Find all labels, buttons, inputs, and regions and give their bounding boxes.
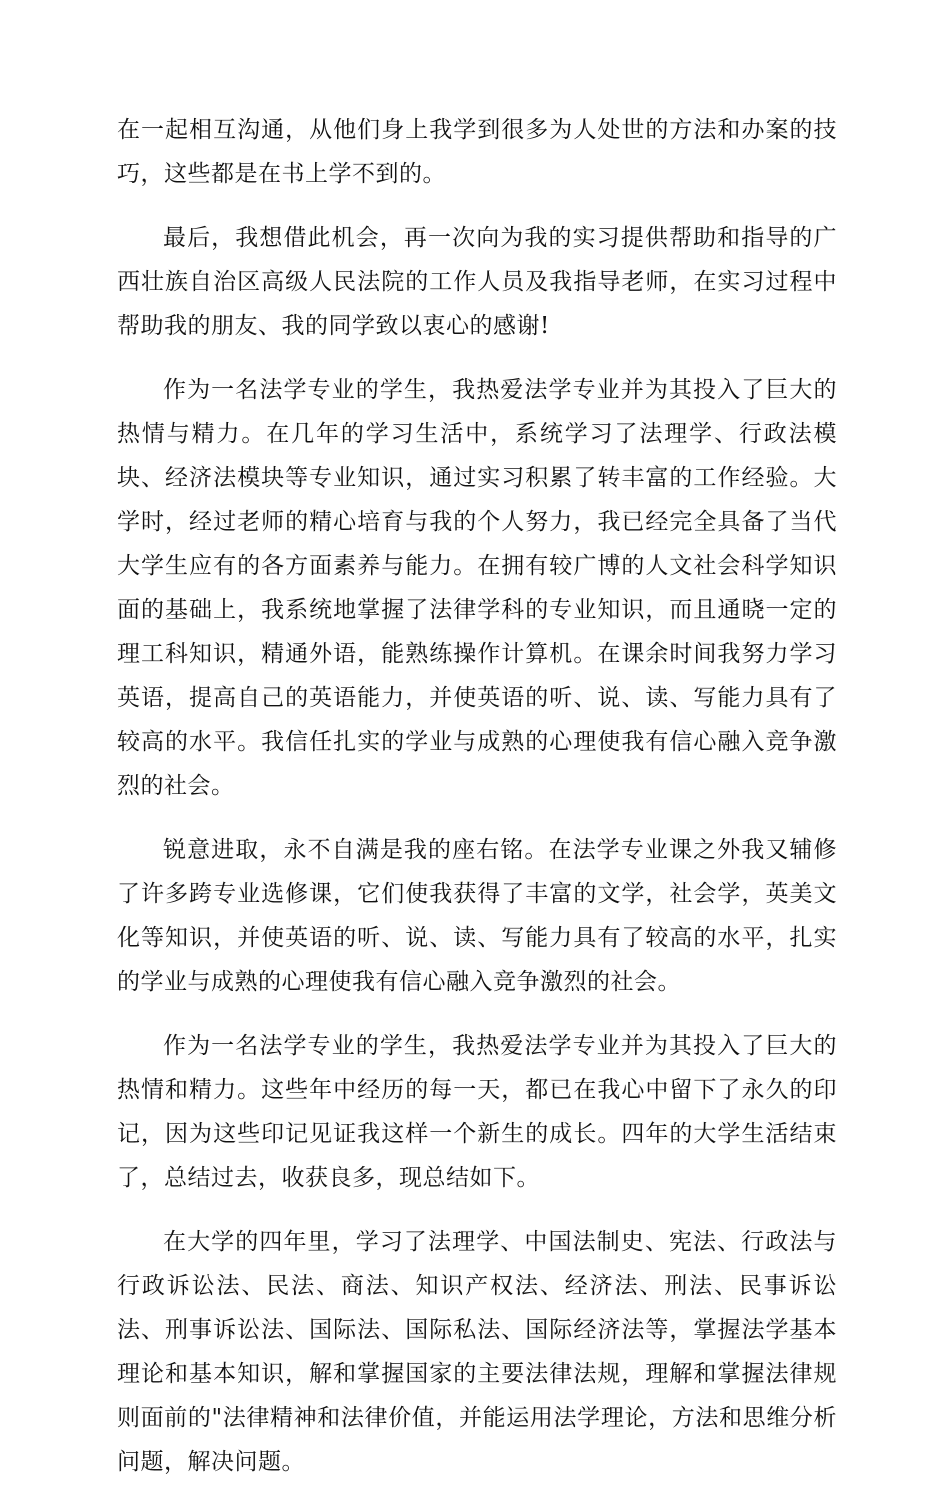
paragraph-6: 在大学的四年里，学习了法理学、中国法制史、宪法、行政法与行政诉讼法、民法、商法、知识产权法、经济法、刑法、民事诉讼法、刑事诉讼法、国际法、国际私法、国际经济法等，掌握法学基本理论和基本知识，解和掌握国家的主要法律法规，理解和掌握法律规则面前的"法律精神和法律价值，并能运用法学理论，方法和思维分析问题，解决问题。 bbox=[117, 1229, 837, 1475]
paragraph-3: 作为一名法学专业的学生，我热爱法学专业并为其投入了巨大的热情与精力。在几年的学习生活中，系统学习了法理学、行政法模块、经济法模块等专业知识，通过实习积累了转丰富的工作经验。大学时，经过老师的精心培育与我的个人努力，我已经完全具备了当代大学生应有的各方面素养与能力。在拥有较广博的人文社会科学知识面的基础上，我系统地掌握了法律学科的专业知识，而且通晓一定的理工科知识，精通外语，能熟练操作计算机。在课余时间我努力学习英语，提高自己的英语能力，并使英语的听、说、读、写能力具有了较高的水平。我信任扎实的学业与成熟的心理使我有信心融入竞争激烈的社会。 bbox=[117, 377, 837, 799]
paragraph-1: 在一起相互沟通，从他们身上我学到很多为人处世的方法和办案的技巧，这些都是在书上学不到的。 bbox=[117, 117, 837, 187]
paragraph-5: 作为一名法学专业的学生，我热爱法学专业并为其投入了巨大的热情和精力。这些年中经历的每一天，都已在我心中留下了永久的印记，因为这些印记见证我这样一个新生的成长。四年的大学生活结束了，总结过去，收获良多，现总结如下。 bbox=[117, 1033, 837, 1191]
paragraph-2: 最后，我想借此机会，再一次向为我的实习提供帮助和指导的广西壮族自治区高级人民法院的工作人员及我指导老师，在实习过程中帮助我的朋友、我的同学致以衷心的感谢! bbox=[117, 225, 837, 339]
paragraph-4: 锐意进取，永不自满是我的座右铭。在法学专业课之外我又辅修了许多跨专业选修课，它们使我获得了丰富的文学，社会学，英美文化等知识，并使英语的听、说、读、写能力具有了较高的水平，扎实的学业与成熟的心理使我有信心融入竞争激烈的社会。 bbox=[117, 837, 837, 995]
document-body bbox=[117, 108, 837, 1504]
